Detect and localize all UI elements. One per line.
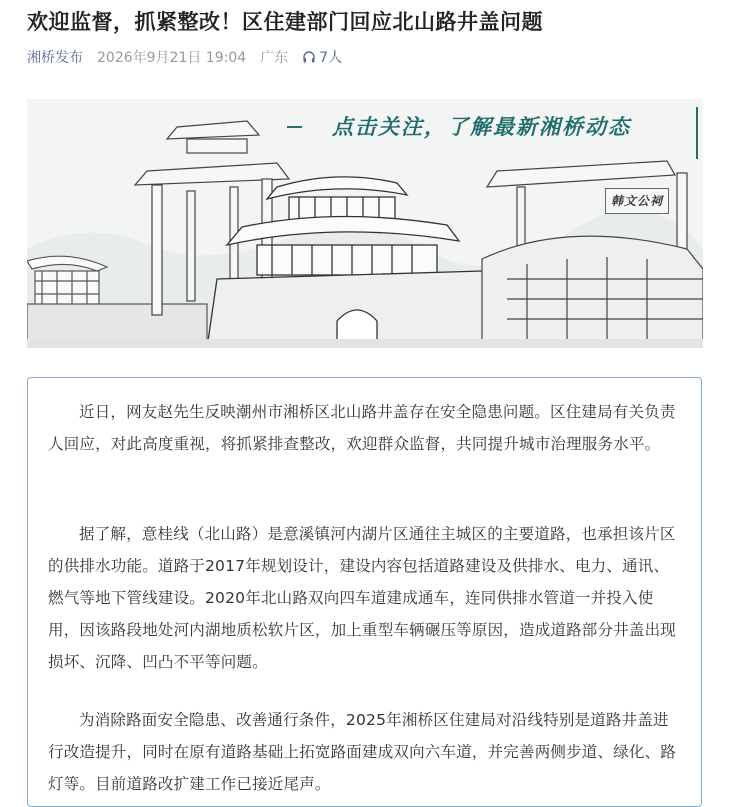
article-body bbox=[27, 377, 702, 807]
listen-count: 7人 bbox=[319, 50, 343, 66]
headphones-icon bbox=[302, 50, 316, 64]
follow-banner-image[interactable] bbox=[27, 99, 703, 348]
paragraph-2: 据了解，意桂线（北山路）是意溪镇河内湖片区通往主城区的主要道路，也承担该片区的供排水功能。道路于2017年规划设计，建设内容包括道路建设及供排水、电力、通讯、燃气等地下管线建设。2020年北山路双向四车道建成通车，连同供排水管道一并投入使用，因该路段地处河内湖地质松软片区，加上重型车辆碾压等原因，造成道路部分井盖出现损坏、沉降、凹凸不平等问题。 bbox=[48, 525, 677, 671]
publish-datetime: 2026年9月21日 19:04 bbox=[97, 50, 247, 66]
paragraph-1: 近日，网友赵先生反映潮州市湘桥区北山路井盖存在安全隐患问题。区住建局有关负责人回应，对此高度重视，将抓紧排查整改，欢迎群众监督，共同提升城市治理服务水平。 bbox=[48, 403, 676, 453]
listen-button[interactable] bbox=[302, 47, 342, 67]
banner-plaque-text: 韩文公祠 bbox=[605, 188, 669, 214]
banner-slogan: 点击关注，了解最新湘桥动态 bbox=[332, 114, 631, 139]
publish-region: 广东 bbox=[260, 50, 289, 66]
article-title: 欢迎监督，抓紧整改！区住建部门回应北山路井盖问题 bbox=[27, 10, 543, 34]
article-meta bbox=[27, 47, 342, 67]
account-name-link[interactable]: 湘桥发布 bbox=[27, 50, 83, 66]
paragraph-3: 为消除路面安全隐患、改善通行条件，2025年湘桥区住建局对沿线特别是道路井盖进行改造提升，同时在原有道路基础上拓宽路面建成双向六车道，并完善两侧步道、绿化、路灯等。目前道路改扩建工作已接近尾声。 bbox=[48, 711, 677, 793]
